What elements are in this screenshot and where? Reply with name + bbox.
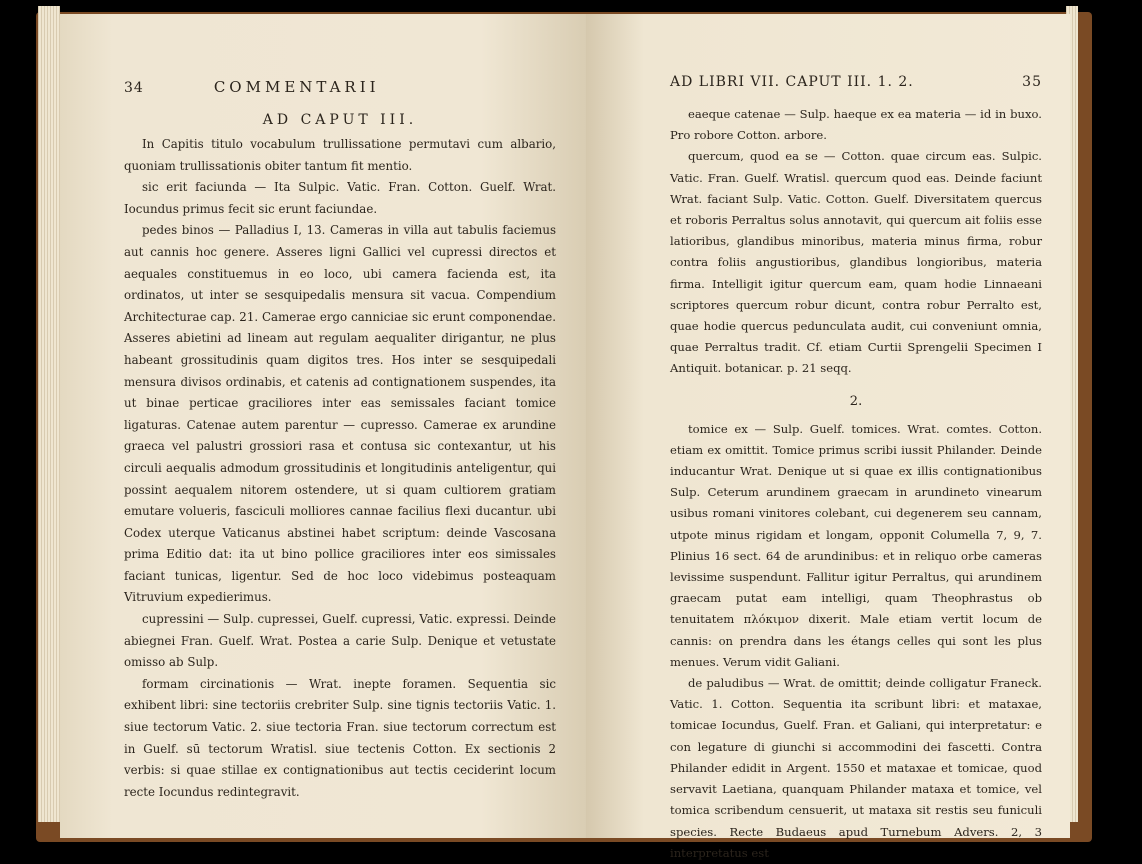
section-number: 2. xyxy=(849,393,863,409)
left-running-title: COMMENTARII xyxy=(213,78,380,96)
left-page-number: 34 xyxy=(124,80,144,96)
left-running-head xyxy=(124,78,556,100)
right-running-title: AD LIBRI VII. CAPUT III. 1. 2. xyxy=(670,74,914,90)
paragraph: pedes binos — Palladius I, 13. Cameras in villa aut tabulis faciemus aut cannis hoc genere. Asseres ligni Gallici vel cupressi directos et aequales constituemus in eo loco, ubi camera facienda est, ita ordinatos, ut inter se sesquipedalis mensura sit vacua. Compendium Architecturae cap. 21. Camerae ergo canniciae sic erunt componendae. Asseres abietini ad lineam aut regulam aequaliter dirigantur, ne plus habeant grossitudinis quam digitos tres. Hos inter se sesquipedali mensura divisos ordinabis, et catenis ad contignationem suspendes, ita ut binae perticae graciliores inter eas semissales faciant tomice ligaturas. Catenae autem parentur — cupresso. Camerae ex arundine graeca vel palustri grossiori rasa et contusa sic contexantur, ut his circuli aequalis admodum grossitudinis et longitudinis anteligentur, qui possint aequalem nitorem ostendere, ut si quam cultiorem gratiam emutare volueris, fasciculi molliores cannae facilius flexi ducantur. ubi Codex uterque Vaticanus abstinei habet scriptum: deinde Vascosana prima Editio dat: ita ut bino pollice graciliores inter eos simissales faciant tunicas, ligentur. Sed de hoc loco videbimus posteaquam Vitruvium expedierimus. xyxy=(124,223,556,605)
right-running-head xyxy=(670,74,1042,96)
paragraph: sic erit faciunda — Ita Sulpic. Vatic. Fran. Cotton. Guelf. Wrat. Iocundus primus fecit sic erunt faciundae. xyxy=(124,180,556,216)
paragraph: tomice ex — Sulp. Guelf. tomices. Wrat. comtes. Cotton. etiam ex omittit. Tomice primus scribi iussit Philander. Deinde inducantur Wrat. Denique ut si quae ex illis contignationibus Sulp. Ceterum arundinem graecam in arundineto vinearum usibus romani vinitores colebant, cui degenerem seu cannam, utpote minus rigidam et longam, opponit Columella 7, 9, 7. Plinius 16 sect. 64 de arundinibus: et in reliquo orbe cameras levissime suspendunt. Fallitur igitur Perraltus, qui arundinem graecam putat eam intelligi, quam Theophrastus ob tenuitatem πλόκιμον dixerit. Male etiam vertit locum de cannis: on prendra dans les étangs celles qui sont les plus menues. Verum vidit Galiani. xyxy=(670,421,1042,669)
paragraph: formam circinationis — Wrat. inepte foramen. Sequentia sic exhibent libri: sine tectoriis crebriter Sulp. sine tignis tectoriis Vatic. 1. siue tectorum Vatic. 2. siue tectoria Fran. siue tectorum correctum est in Guelf. sū tectorum Wratisl. siue tectenis Cotton. Ex sectionis 2 verbis: si quae stillae ex contignationibus aut tectis ceciderint locum recte Iocundus redintegravit. xyxy=(124,676,556,799)
right-page xyxy=(586,14,1070,860)
right-page-number: 35 xyxy=(1022,74,1042,90)
paragraph: In Capitis titulo vocabulum trullissatione permutavi cum albario, quoniam trullissationis obiter tantum fit mentio. xyxy=(124,137,556,173)
paragraph: eaeque catenae — Sulp. haeque ex ea materia — id in buxo. Pro robore Cotton. arbore. xyxy=(670,107,1042,143)
paragraph: de paludibus — Wrat. de omittit; deinde colligatur Franeck. Vatic. 1. Cotton. Sequentia ita scribunt libri: et mataxae, tomicae Iocundus, Guelf. Fran. et Galiani, qui interpretatur: e con legature di giunchi si accommodini dei fascetti. Contra Philander edidit in Argent. 1550 et mataxae et tomicae, quod servavit Laetiana, quanquam Philander mataxa et tomice, vel tomica scribendum censuerit, ut mataxa sit restis seu funiculi species. Recte Budaeus apud Turnebum Advers. 2, 3 interpretatus est xyxy=(670,676,1042,860)
book-spread xyxy=(60,14,1070,860)
left-page xyxy=(60,14,586,838)
paragraph: quercum, quod ea se — Cotton. quae circum eas. Sulpic. Vatic. Fran. Guelf. Wratisl. quercum quod eas. Deinde faciunt Wrat. faciant Sulp. Vatic. Cotton. Guelf. Diversitatem quercus et roboris Perraltus solus annotavit, qui quercum ait foliis esse latioribus, glandibus minoribus, materia minus firma, robur contra foliis angustioribus, glandibus longioribus, materia firma. Intelligit igitur quercum eam, quam hodie Linnaeani scriptores quercum robur dicunt, contra robur Perralto est, quae hodie quercus pedunculata audit, cui conveniunt omnia, quae Perraltus tradit. Cf. etiam Curtii Sprengelii Specimen I Antiquit. botanicar. p. 21 seqq. xyxy=(670,149,1042,376)
page-edges-left xyxy=(38,6,60,822)
paragraph: cupressini — Sulp. cupressei, Guelf. cupressi, Vatic. expressi. Deinde abiegnei Fran. Guelf. Wrat. Postea a carie Sulp. Denique et vetustate omisso ab Sulp. xyxy=(124,612,556,670)
section-title: AD CAPUT III. xyxy=(262,112,418,128)
